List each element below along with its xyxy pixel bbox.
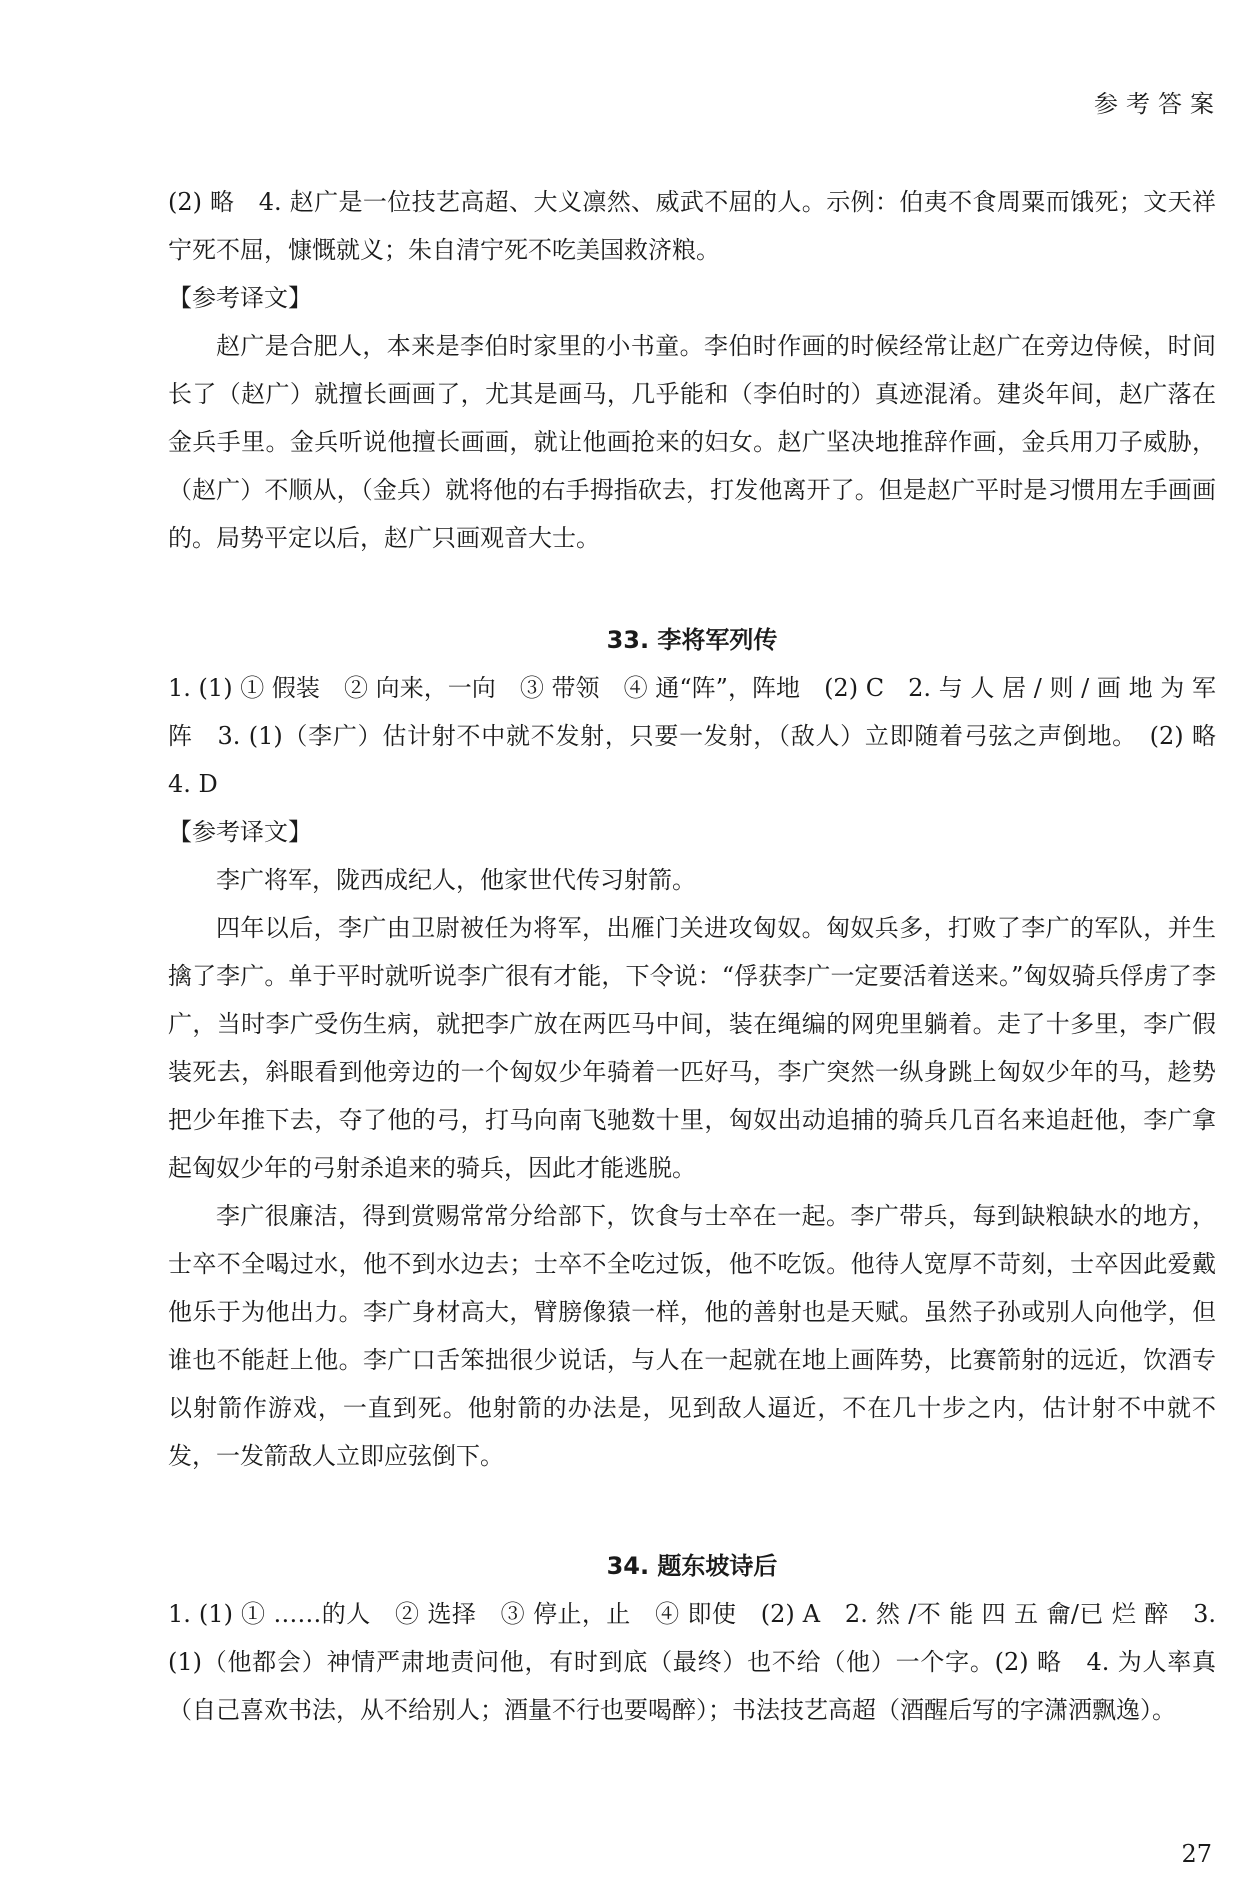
running-header: 参考答案 xyxy=(1094,90,1222,118)
translation-33-p2: 四年以后，李广由卫尉被任为将军，出雁门关进攻匈奴。匈奴兵多，打败了李广的军队，并生擒了李广。单于平时就听说李广很有才能，下令说：“俘获李广一定要活着送来。”匈奴骑兵俘虏了李广，当时李广受伤生病，就把李广放在两匹马中间，装在绳编的网兜里躺着。走了十多里，李广假装死去，斜眼看到他旁边的一个匈奴少年骑着一匹好马，李广突然一纵身跳上匈奴少年的马，趁势把少年推下去，夺了他的弓，打马向南飞驰数十里，匈奴出动追捕的骑兵几百名来追赶他，李广拿起匈奴少年的弓射杀追来的骑兵，因此才能逃脱。 xyxy=(168,914,1216,1182)
translation-32-p1: 赵广是合肥人，本来是李伯时家里的小书童。李伯时作画的时候经常让赵广在旁边侍候，时间长了（赵广）就擅长画画了，尤其是画马，几乎能和（李伯时的）真迹混淆。建炎年间，赵广落在金兵手里。金兵听说他擅长画画，就让他画抢来的妇女。赵广坚决地推辞作画，金兵用刀子威胁，（赵广）不顺从，（金兵）就将他的右手拇指砍去，打发他离开了。但是赵广平时是习惯用左手画画的。局势平定以后，赵广只画观音大士。 xyxy=(168,332,1216,552)
translation-33-p3: 李广很廉洁，得到赏赐常常分给部下，饮食与士卒在一起。李广带兵，每到缺粮缺水的地方，士卒不全喝过水，他不到水边去；士卒不全吃过饭，他不吃饭。他待人宽厚不苛刻，士卒因此爱戴他乐于为他出力。李广身材高大，臂膀像猿一样，他的善射也是天赋。虽然子孙或别人向他学，但谁也不能赶上他。李广口舌笨拙很少说话，与人在一起就在地上画阵势，比赛箭射的远近，饮酒专以射箭作游戏，一直到死。他射箭的办法是，见到敌人逼近，不在几十步之内，估计射不中就不发，一发箭敌人立即应弦倒下。 xyxy=(168,1202,1216,1470)
page-content xyxy=(168,178,1240,1734)
ref-translation-label-32: 【参考译文】 xyxy=(168,284,312,312)
section-title-33: 33. 李将军列传 xyxy=(606,626,778,654)
answer-34: 1. (1) ① ……的人 ② 选择 ③ 停止，止 ④ 即使 (2) A 2. 然 /不 能 四 五 龠/已 烂 醉 3. (1)（他都会）神情严肃地责问他，有时到底（最终）也不给（他）一个字。(2) 略 4. 为人率真（自己喜欢书法，从不给别人；酒量不行也要喝醉）；书法技艺高超（酒醒后写的字潇洒飘逸）。 xyxy=(168,1600,1216,1724)
ref-translation-label-33: 【参考译文】 xyxy=(168,818,312,846)
answer-33: 1. (1) ① 假装 ② 向来，一向 ③ 带领 ④ 通“阵”，阵地 (2) C 2. 与 人 居 / 则 / 画 地 为 军 阵 3. (1)（李广）估计射不中就不发射，只要一发射，（敌人）立即随着弓弦之声倒地。 (2) 略 4. D xyxy=(168,674,1240,798)
page-number: 27 xyxy=(1181,1840,1212,1868)
translation-33-p1: 李广将军，陇西成纪人，他家世代传习射箭。 xyxy=(216,866,696,894)
answer-32-continued: (2) 略 4. 赵广是一位技艺高超、大义凛然、威武不屈的人。示例：伯夷不食周粟而饿死；文天祥宁死不屈，慷慨就义；朱自清宁死不吃美国救济粮。 xyxy=(168,188,1216,264)
section-title-34: 34. 题东坡诗后 xyxy=(606,1552,778,1580)
